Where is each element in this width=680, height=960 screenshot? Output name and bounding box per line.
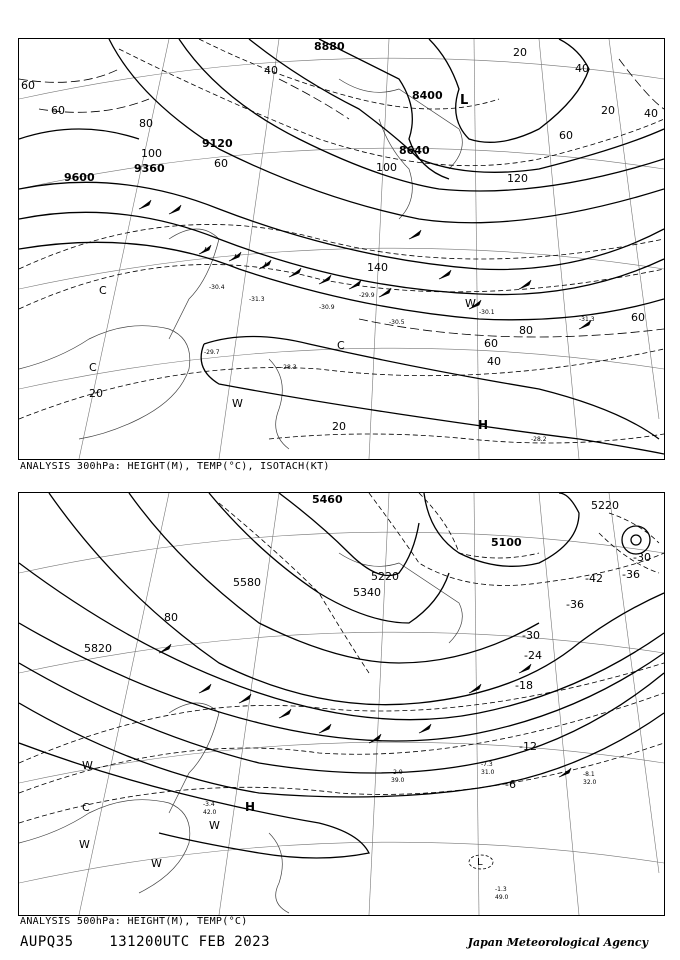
- isotach-label: 60: [559, 129, 573, 142]
- high-center: H: [245, 800, 256, 814]
- warm-mark: W: [465, 297, 476, 310]
- isotach-label: 60: [21, 79, 35, 92]
- height-label: 5220: [371, 570, 399, 583]
- station-value: -8.1: [583, 771, 595, 778]
- isotach-label: 80: [139, 117, 153, 130]
- product-code: AUPQ35: [20, 934, 74, 950]
- temp-label: -36: [622, 568, 640, 581]
- isotach-label: 60: [214, 157, 228, 170]
- temp-label: -36: [566, 598, 584, 611]
- height-label: 9120: [202, 137, 233, 150]
- station-value: -28.3: [281, 364, 297, 371]
- chart-500hpa-caption: ANALYSIS 500hPa: HEIGHT(M), TEMP(°C): [20, 916, 248, 927]
- station-value: -29.7: [204, 349, 220, 356]
- warm-mark: W: [79, 838, 90, 851]
- station-value: -2.9: [391, 769, 403, 776]
- station-value: -30.1: [479, 309, 495, 316]
- station-value: -30.9: [319, 304, 335, 311]
- isotach-label: 140: [367, 261, 388, 274]
- isotachs: [19, 59, 664, 337]
- height-label: 5460: [312, 493, 343, 506]
- warm-mark: W: [232, 397, 243, 410]
- isotach-label: 20: [601, 104, 615, 117]
- station-value: -7.3: [481, 761, 493, 768]
- isotach-label: 20: [89, 387, 103, 400]
- latlon-grid: [19, 493, 664, 915]
- isotach-label: 40: [644, 107, 658, 120]
- station-value: -28.2: [531, 436, 547, 443]
- agency-credit: Japan Meteorological Agency: [467, 936, 648, 949]
- isotach-label: 40: [264, 64, 278, 77]
- temp-label: -12: [519, 740, 537, 753]
- station-value: 49.0: [495, 894, 509, 901]
- low-center: L: [477, 857, 483, 868]
- temp-label: -6: [505, 778, 516, 791]
- station-value: -30.5: [389, 319, 405, 326]
- isotach-label: 40: [575, 62, 589, 75]
- isotach-label: 80: [519, 324, 533, 337]
- isotach-label: 60: [484, 337, 498, 350]
- height-contours: [19, 39, 664, 454]
- cold-mark: C: [82, 801, 90, 814]
- temp-label: -30: [522, 629, 540, 642]
- chart-300hpa-caption: ANALYSIS 300hPa: HEIGHT(M), TEMP(°C), ISOTACH(KT): [20, 461, 330, 472]
- coastlines: [19, 79, 462, 449]
- chart-500hpa-canvas: [19, 493, 664, 915]
- temp-label: -30: [633, 551, 651, 564]
- high-center: H: [478, 418, 489, 432]
- isotach-label: 120: [507, 172, 528, 185]
- station-value: 32.0: [583, 779, 597, 786]
- height-label: 8640: [399, 144, 430, 157]
- isotach-label: 20: [513, 46, 527, 59]
- height-label: 5820: [84, 642, 112, 655]
- pressure-centers: [79, 759, 493, 870]
- cold-mark: C: [89, 361, 97, 374]
- warm-mark: W: [151, 857, 162, 870]
- latlon-grid: [19, 39, 664, 459]
- isotach-label: 60: [51, 104, 65, 117]
- height-label: 5340: [353, 586, 381, 599]
- station-value: -31.3: [249, 296, 265, 303]
- valid-time: 131200UTC FEB 2023: [109, 934, 271, 950]
- station-value: 42.0: [203, 809, 217, 816]
- height-label: 8880: [314, 40, 345, 53]
- height-label: 9600: [64, 171, 95, 184]
- chart-300hpa-canvas: [19, 39, 664, 459]
- low-center: L: [460, 93, 469, 108]
- height-label: 5580: [233, 576, 261, 589]
- cold-mark: C: [99, 284, 107, 297]
- cold-mark: C: [337, 339, 345, 352]
- warm-mark: W: [82, 759, 93, 772]
- station-values: [203, 761, 597, 901]
- station-value: 39.0: [391, 777, 405, 784]
- product-header: [20, 934, 270, 950]
- chart-300hpa: [18, 38, 665, 460]
- temp-labels: [505, 551, 651, 791]
- temp-label: -42: [585, 572, 603, 585]
- station-value: -31.3: [579, 316, 595, 323]
- isotach-label: 100: [376, 161, 397, 174]
- height-label: 9360: [134, 162, 165, 175]
- station-value: -3.4: [203, 801, 215, 808]
- height-label: 80: [164, 611, 178, 624]
- height-labels: [312, 493, 522, 549]
- height-label: 8400: [412, 89, 443, 102]
- station-value: -30.4: [209, 284, 225, 291]
- temp-label: -24: [524, 649, 542, 662]
- isotach-label: 40: [487, 355, 501, 368]
- warm-mark: W: [209, 819, 220, 832]
- isotach-label: 20: [332, 420, 346, 433]
- temp-label: -18: [515, 679, 533, 692]
- station-value: -1.3: [495, 886, 507, 893]
- station-value: -29.9: [359, 292, 375, 299]
- station-value: 31.0: [481, 769, 495, 776]
- height-label: 5100: [491, 536, 522, 549]
- isotach-label: 60: [631, 311, 645, 324]
- coastlines: [19, 553, 462, 913]
- isotach-labels: [21, 46, 658, 433]
- height-label: 5220: [591, 499, 619, 512]
- isotach-label: 100: [141, 147, 162, 160]
- chart-500hpa: [18, 492, 665, 916]
